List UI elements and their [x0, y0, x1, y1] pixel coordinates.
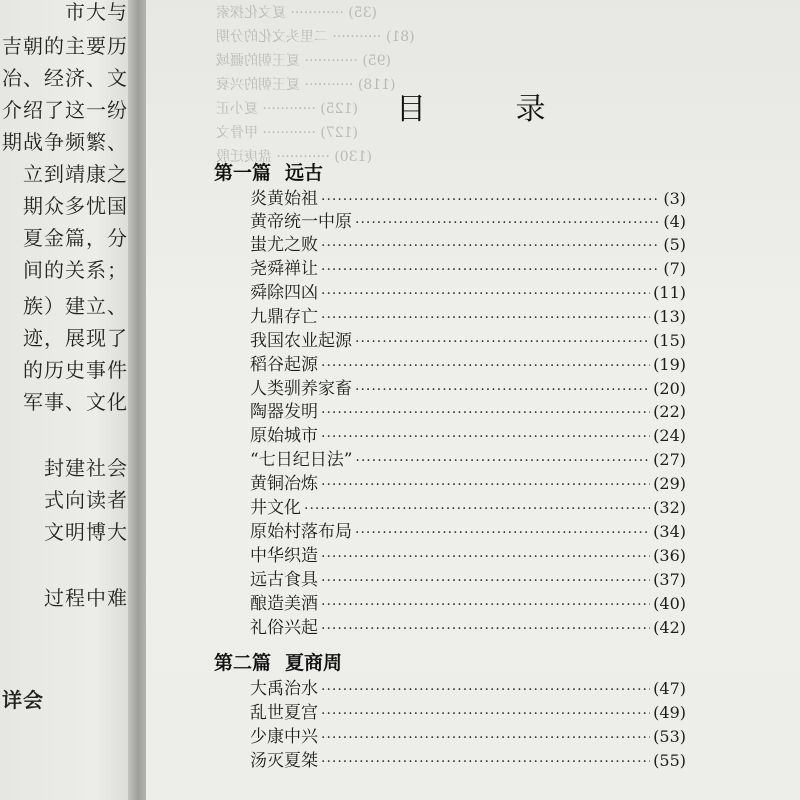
- toc-entry-title: 尧舜禅让: [250, 259, 318, 279]
- toc-entry-title: 九鼎存亡: [250, 307, 318, 327]
- toc-title: 目 录: [396, 92, 586, 127]
- left-text-line: 期众多忧国: [23, 194, 128, 218]
- toc-entry-title: 汤灭夏桀: [250, 751, 318, 771]
- leader-dots: [321, 573, 650, 589]
- leader-dots: [355, 334, 650, 350]
- show-through-text: (95) ············ 夏王朝的疆域: [216, 53, 392, 69]
- left-text-line: 封建社会: [44, 456, 128, 480]
- toc-entry-page: (5): [663, 235, 686, 254]
- left-text-line: 族）建立、: [23, 294, 128, 318]
- leader-dots: [321, 238, 660, 254]
- toc-entry[interactable]: [250, 278, 686, 302]
- toc-entry[interactable]: [250, 589, 686, 613]
- show-through-text: (35) ············ 夏文化探索: [216, 5, 378, 21]
- section-heading: [214, 158, 323, 185]
- toc-entry[interactable]: [250, 374, 686, 398]
- toc-entry-title: 陶器发明: [250, 402, 318, 422]
- leader-dots: [355, 453, 650, 469]
- toc-entry-title: 炎黄始祖: [250, 189, 318, 209]
- toc-entry[interactable]: [250, 254, 686, 278]
- toc-entry-page: (47): [653, 679, 686, 698]
- toc-entry-title: 礼俗兴起: [250, 618, 318, 638]
- toc-entry-page: (3): [663, 189, 686, 208]
- left-text-line: 过程中难: [44, 586, 128, 610]
- toc-entry[interactable]: [250, 184, 686, 208]
- leader-dots: [321, 192, 660, 208]
- toc-entry-title: 舜除四凶: [250, 283, 318, 303]
- toc-entry[interactable]: [250, 674, 686, 698]
- toc-entry-title: 原始村落布局: [250, 522, 352, 542]
- leader-dots: [321, 706, 650, 722]
- toc-entry-title: 井文化: [250, 498, 301, 518]
- toc-entry-page: (20): [653, 379, 686, 398]
- leader-dots: [321, 682, 650, 698]
- toc-entry-title: 大禹治水: [250, 679, 318, 699]
- toc-entry[interactable]: [250, 613, 686, 637]
- toc-entry[interactable]: [250, 746, 686, 770]
- leader-dots: [321, 621, 650, 637]
- toc-entry-title: 中华织造: [250, 546, 318, 566]
- leader-dots: [355, 525, 650, 541]
- toc-entry[interactable]: [250, 230, 686, 254]
- leader-dots: [304, 501, 650, 517]
- toc-entry-title: 黄铜冶炼: [250, 474, 318, 494]
- toc-entry-page: (24): [653, 426, 686, 445]
- toc-entry-page: (32): [653, 498, 686, 517]
- left-text-line: 介绍了这一纷: [2, 98, 128, 122]
- toc-entry-title: 蚩尤之败: [250, 235, 318, 255]
- leader-dots: [321, 405, 650, 421]
- toc-entry-page: (7): [663, 259, 686, 278]
- toc-entry[interactable]: [250, 469, 686, 493]
- leader-dots: [321, 310, 650, 326]
- toc-entry-page: (27): [653, 450, 686, 469]
- toc-entry-page: (53): [653, 727, 686, 746]
- left-text-line: 间的关系；: [23, 258, 128, 282]
- section-label: 第二篇: [214, 652, 272, 674]
- show-through-text: (125) ············ 夏小正: [216, 101, 358, 117]
- toc-entry[interactable]: [250, 445, 686, 469]
- leader-dots: [321, 358, 650, 374]
- left-text-line: 的历史事件: [23, 358, 128, 382]
- leader-dots: [321, 754, 650, 770]
- toc-entry-page: (22): [653, 402, 686, 421]
- leader-dots: [321, 286, 650, 302]
- toc-entry-title: 乱世夏宫: [250, 703, 318, 723]
- toc-entry-title: “七日纪日法”: [250, 450, 353, 470]
- toc-entry[interactable]: [250, 350, 686, 374]
- left-text-line: 详会: [2, 688, 44, 712]
- toc-entry-page: (13): [653, 307, 686, 326]
- toc-entry-page: (40): [653, 594, 686, 613]
- toc-entry-page: (49): [653, 703, 686, 722]
- toc-entry-title: 人类驯养家畜: [250, 379, 352, 399]
- toc-entry[interactable]: [250, 698, 686, 722]
- leader-dots: [355, 215, 660, 231]
- toc-entry[interactable]: [250, 541, 686, 565]
- left-text-line: 期战争频繁、: [2, 130, 128, 154]
- section-heading: [214, 648, 342, 675]
- show-through-text: (130) ············ 盘庚迁殷: [216, 149, 372, 165]
- section-label: 第一篇: [214, 162, 272, 184]
- toc-entry-page: (11): [653, 283, 686, 302]
- toc-entry-title: 稻谷起源: [250, 355, 318, 375]
- section-name: 远古: [285, 162, 324, 184]
- toc-entry-title: 我国农业起源: [250, 331, 352, 351]
- toc-entry-page: (29): [653, 474, 686, 493]
- leader-dots: [321, 262, 660, 278]
- toc-entry-page: (15): [653, 331, 686, 350]
- toc-entry[interactable]: [250, 493, 686, 517]
- toc-entry-page: (37): [653, 570, 686, 589]
- toc-entry-page: (42): [653, 618, 686, 637]
- toc-entry-page: (34): [653, 522, 686, 541]
- leader-dots: [321, 730, 650, 746]
- toc-entry[interactable]: [250, 517, 686, 541]
- toc-entry[interactable]: [250, 565, 686, 589]
- left-text-line: 市大与: [65, 0, 128, 24]
- toc-entry-title: 少康中兴: [250, 727, 318, 747]
- toc-entry-title: 酿造美酒: [250, 594, 318, 614]
- toc-entry-page: (36): [653, 546, 686, 565]
- toc-entry[interactable]: [250, 302, 686, 326]
- left-text-line: 军事、文化: [23, 390, 128, 414]
- leader-dots: [321, 477, 650, 493]
- show-through-text: (81) ··········· 二里头文化的分期: [216, 29, 415, 45]
- leader-dots: [321, 597, 650, 613]
- toc-entry[interactable]: [250, 326, 686, 350]
- left-text-line: 冶、经济、文: [2, 66, 128, 90]
- left-text-line: 式向读者: [44, 488, 128, 512]
- toc-entry-title: 远古食具: [250, 570, 318, 590]
- left-text-line: 立到靖康之: [23, 162, 128, 186]
- toc-entry[interactable]: [250, 397, 686, 421]
- toc-entry[interactable]: [250, 421, 686, 445]
- toc-entry[interactable]: [250, 722, 686, 746]
- toc-entry-title: 黄帝统一中原: [250, 212, 352, 232]
- left-text-line: 吉朝的主要历: [2, 34, 128, 58]
- toc-entry-title: 原始城市: [250, 426, 318, 446]
- toc-entry-page: (55): [653, 751, 686, 770]
- leader-dots: [321, 429, 650, 445]
- left-text-line: 文明博大: [44, 520, 128, 544]
- section-name: 夏商周: [285, 652, 343, 674]
- left-page: [0, 0, 136, 800]
- show-through-text: (127) ············ 甲骨文: [216, 125, 358, 141]
- toc-entry-page: (19): [653, 355, 686, 374]
- toc-entry-page: (4): [663, 212, 686, 231]
- left-text-line: 夏金篇，分: [23, 226, 128, 250]
- show-through-text: (118) ··········· 夏王朝的兴衰: [216, 77, 396, 93]
- toc-entry[interactable]: [250, 207, 686, 231]
- leader-dots: [355, 382, 650, 398]
- left-text-line: 迹，展现了: [23, 326, 128, 350]
- leader-dots: [321, 549, 650, 565]
